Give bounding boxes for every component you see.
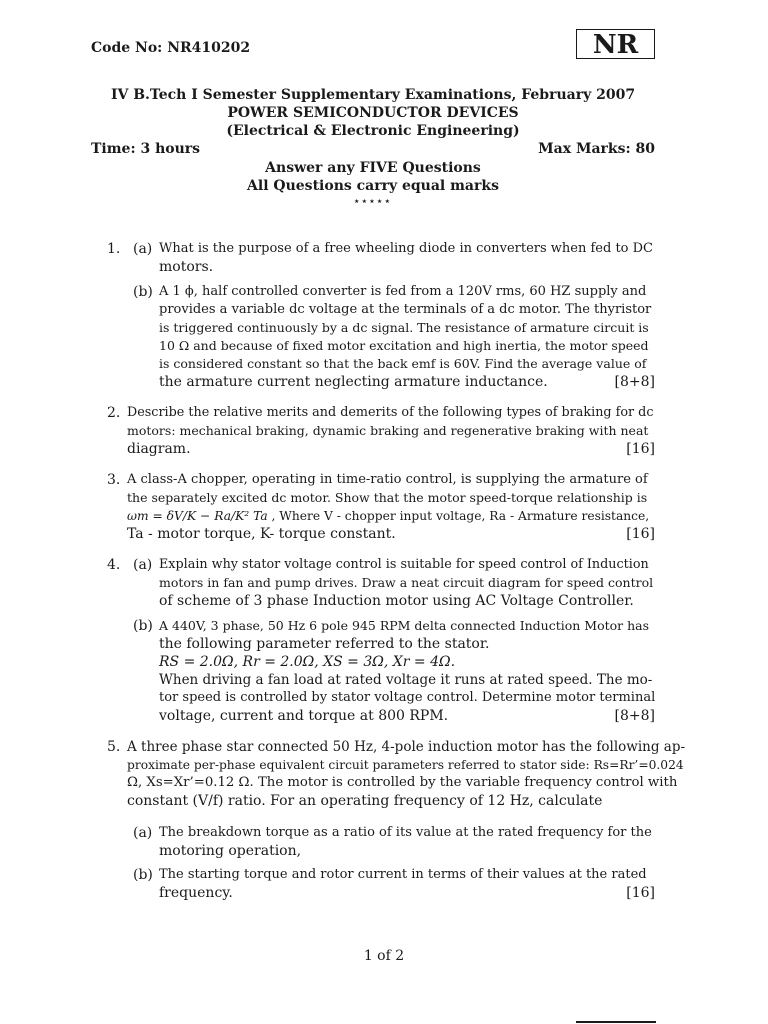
q1-part-a [159,240,655,276]
q5-text [127,738,687,810]
text-line: provides a variable dc voltage at the terminals of a dc motor. The thyristor [159,302,652,317]
branch-title: (Electrical & Electronic Engineering) [226,123,520,139]
exam-title: IV B.Tech I Semester Supplementary Examinations, February 2007 [110,87,636,103]
q3-text [127,471,655,543]
question-4 [107,556,655,726]
sub-label-b: (b) [133,618,153,634]
question-number: 2. [107,405,121,421]
text-line: A three phase star connected 50 Hz, 4-pole induction motor has the following ap- [127,739,686,755]
text-line: Ω, Xs=Xr’=0.12 Ω. The motor is controlled by the variable frequency control with [127,775,678,790]
text-line: the following parameter referred to the stator. [159,636,490,652]
question-number: 4. [107,557,121,573]
question-marks: [16] [626,441,655,457]
q1-part-b [159,283,655,391]
time-label: Time: 3 hours [91,141,201,157]
nr-badge: NR [576,29,655,59]
text-line: A 1 ϕ, half controlled converter is fed from a 120V rms, 60 HZ supply and [159,284,647,299]
sub-label-a: (a) [133,241,153,257]
text-line: motors in fan and pump drives. Draw a neat circuit diagram for speed control [159,575,654,590]
q5-part-b [159,866,655,902]
text-line: Ta - motor torque, K- torque constant. [127,526,396,542]
text-line: The breakdown torque as a ratio of its value at the rated frequency for the [159,825,652,840]
text-line: motors. [159,259,214,275]
question-number: 1. [107,241,121,257]
question-marks: [16] [626,885,655,901]
speed-torque-formula: ωm = δV/K − Ra/K² Ta [127,509,268,523]
text-line: When driving a fan load at rated voltage it runs at rated speed. The mo- [159,672,653,688]
instruction-line-1: Answer any FIVE Questions [265,160,481,176]
text-line: motoring operation, [159,843,302,859]
formula-tail: , Where V - chopper input voltage, Ra - Armature resistance, [267,509,650,523]
subject-title: POWER SEMICONDUCTOR DEVICES [227,105,519,121]
text-line: voltage, current and torque at 800 RPM. [159,708,449,724]
question-2 [107,404,655,460]
formula-line [127,507,655,525]
sub-label-b: (b) [133,284,153,300]
text-line: A class-A chopper, operating in time-ratio control, is supplying the armature of [127,472,648,487]
sub-label-a: (a) [133,825,153,841]
text-line: the armature current neglecting armature inductance. [159,374,548,390]
question-marks: [8+8] [614,374,655,390]
q2-text [127,404,655,458]
sub-label-b: (b) [133,867,153,883]
instructions [91,159,655,209]
text-line: constant (V/f) ratio. For an operating frequency of 12 Hz, calculate [127,793,603,809]
text-line: Explain why stator voltage control is suitable for speed control of Induction [159,557,649,572]
text-line: motors: mechanical braking, dynamic braking and regenerative braking with neat [127,423,649,438]
code-number: Code No: NR410202 [91,40,251,56]
text-line: tor speed is controlled by stator voltage control. Determine motor terminal [159,690,656,705]
text-line: Describe the relative merits and demerits of the following types of braking for dc [127,405,654,420]
question-3 [107,471,655,545]
q5-part-a [159,824,655,860]
page-number: 1 of 2 [363,948,405,964]
text-line: frequency. [159,885,233,901]
text-line: the separately excited dc motor. Show that the motor speed-torque relationship is [127,490,648,505]
question-marks: [16] [626,526,655,542]
text-line: is considered constant so that the back emf is 60V. Find the average value of [159,356,647,371]
q4-part-b [159,617,655,725]
question-1 [107,240,655,390]
q4-part-a [159,556,655,610]
stars-divider: ⋆⋆⋆⋆⋆ [353,197,393,207]
text-line: proximate per-phase equivalent circuit parameters referred to stator side: Rs=Rr’=0.024 [127,758,684,772]
text-line: The starting torque and rotor current in terms of their values at the rated [159,867,647,882]
text-line: What is the purpose of a free wheeling diode in converters when fed to DC [159,241,653,256]
parameter-line: RS = 2.0Ω, Rr = 2.0Ω, XS = 3Ω, Xr = 4Ω. [159,654,456,670]
text-line: diagram. [127,441,191,457]
question-5 [107,738,687,908]
max-marks-label: Max Marks: 80 [538,141,655,157]
question-number: 5. [107,739,121,755]
exam-header [91,86,655,140]
text-line: A 440V, 3 phase, 50 Hz 6 pole 945 RPM delta connected Induction Motor has [159,618,650,633]
instruction-line-2: All Questions carry equal marks [247,178,499,194]
text-line: of scheme of 3 phase Induction motor using AC Voltage Controller. [159,593,634,609]
sub-label-a: (a) [133,557,153,573]
question-marks: [8+8] [614,708,655,724]
bottom-rule [576,1021,656,1023]
text-line: is triggered continuously by a dc signal. The resistance of armature circuit is [159,320,649,335]
question-number: 3. [107,472,121,488]
text-line: 10 Ω and because of fixed motor excitation and high inertia, the motor speed [159,338,649,353]
